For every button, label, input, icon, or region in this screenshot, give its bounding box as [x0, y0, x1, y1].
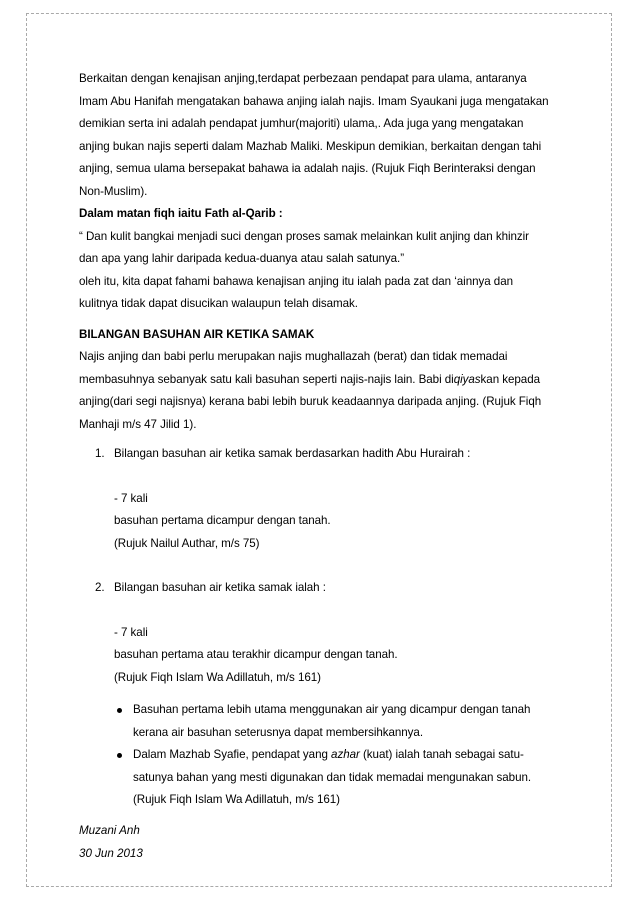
text-line: Najis anjing dan babi perlu merupakan najis mughallazah (berat) dan tidak memadai	[79, 350, 508, 363]
text-line: Berkaitan dengan kenajisan anjing,terdapat perbezaan pendapat para ulama, antaranya	[79, 72, 527, 85]
bullet-dot-icon	[117, 753, 122, 758]
footer	[79, 820, 143, 865]
section-paragraph	[79, 346, 559, 436]
text-segment: Dalam Mazhab Syafie, pendapat yang	[133, 748, 332, 761]
text-segment: (kuat) ialah tanah sebagai satu-	[359, 748, 524, 761]
text-line: dan apa yang lahir daripada kedua-duanya atau salah satunya.”	[79, 252, 405, 265]
item-title: Bilangan basuhan air ketika samak berdasarkan hadith Abu Hurairah :	[114, 447, 471, 460]
item-number: 1.	[95, 447, 105, 460]
item-title: Bilangan basuhan air ketika samak ialah :	[114, 581, 326, 594]
document-body	[79, 68, 559, 812]
text-line	[133, 744, 559, 767]
text-segment: kan kepada	[480, 372, 540, 386]
text-segment: membasuhnya sebanyak satu kali basuhan seperti najis-najis lain. Babi di	[79, 372, 454, 386]
text-line: basuhan pertama atau terakhir dicampur dengan tanah.	[114, 648, 398, 661]
text-line	[79, 369, 559, 392]
italic-term: qiyas	[453, 372, 481, 386]
footer-author: Muzani Anh	[79, 824, 140, 837]
text-line: “ Dan kulit bangkai menjadi suci dengan proses samak melainkan kulit anjing dan khinzir	[79, 229, 529, 243]
bullet-item-1	[114, 699, 559, 744]
text-line: demikian serta ini adalah pendapat jumhur(majoriti) ulama,. Ada juga yang mengatakan	[79, 117, 524, 130]
footer-date: 30 Jun 2013	[79, 846, 143, 860]
intro-paragraph	[79, 68, 559, 203]
text-line: anjing, semua ulama bersepakat bahawa ia adalah najis. (Rujuk Fiqh Berinteraksi dengan	[79, 162, 536, 175]
text-line: kulitnya tidak dapat disucikan walaupun telah disamak.	[79, 297, 358, 310]
bullet-item-2	[114, 744, 559, 812]
fath-heading: Dalam matan fiqh iaitu Fath al-Qarib :	[79, 207, 283, 220]
text-line: oleh itu, kita dapat fahami bahawa kenajisan anjing itu ialah pada zat dan ‘ainnya dan	[79, 274, 513, 288]
text-line: anjing(dari segi najisnya) kerana babi lebih buruk keadaannya daripada anjing. (Rujuk Fiqh	[79, 395, 542, 408]
text-line: anjing bukan najis seperti dalam Mazhab Maliki. Meskipun demikian, berkaitan dengan tahi	[79, 139, 542, 153]
bullet-dot-icon	[117, 708, 122, 713]
numbered-item-1	[79, 443, 559, 555]
quote-paragraph	[79, 226, 559, 316]
italic-term: azhar	[331, 748, 360, 761]
text-line: Imam Abu Hanifah mengatakan bahawa anjing ialah najis. Imam Syaukani juga mengatakan	[79, 94, 549, 108]
text-line: (Rujuk Nailul Authar, m/s 75)	[114, 536, 260, 550]
text-line: kerana air basuhan seterusnya dapat membersihkannya.	[133, 725, 423, 739]
text-line: Manhaji m/s 47 Jilid 1).	[79, 417, 197, 431]
section-heading: BILANGAN BASUHAN AIR KETIKA SAMAK	[79, 327, 315, 341]
text-line: Basuhan pertama lebih utama menggunakan air yang dicampur dengan tanah	[133, 703, 531, 716]
text-line: basuhan pertama dicampur dengan tanah.	[114, 514, 331, 527]
text-line: Non-Muslim).	[79, 184, 148, 198]
text-line: satunya bahan yang mesti digunakan dan tidak memadai mengunakan sabun.	[133, 770, 532, 784]
text-line: - 7 kali	[114, 491, 148, 505]
item-number: 2.	[95, 581, 105, 594]
text-line: - 7 kali	[114, 625, 148, 639]
numbered-item-2	[79, 577, 559, 689]
bullet-list	[79, 699, 559, 812]
text-line: (Rujuk Fiqh Islam Wa Adillatuh, m/s 161)	[114, 670, 321, 684]
text-line: (Rujuk Fiqh Islam Wa Adillatuh, m/s 161)	[133, 793, 340, 806]
